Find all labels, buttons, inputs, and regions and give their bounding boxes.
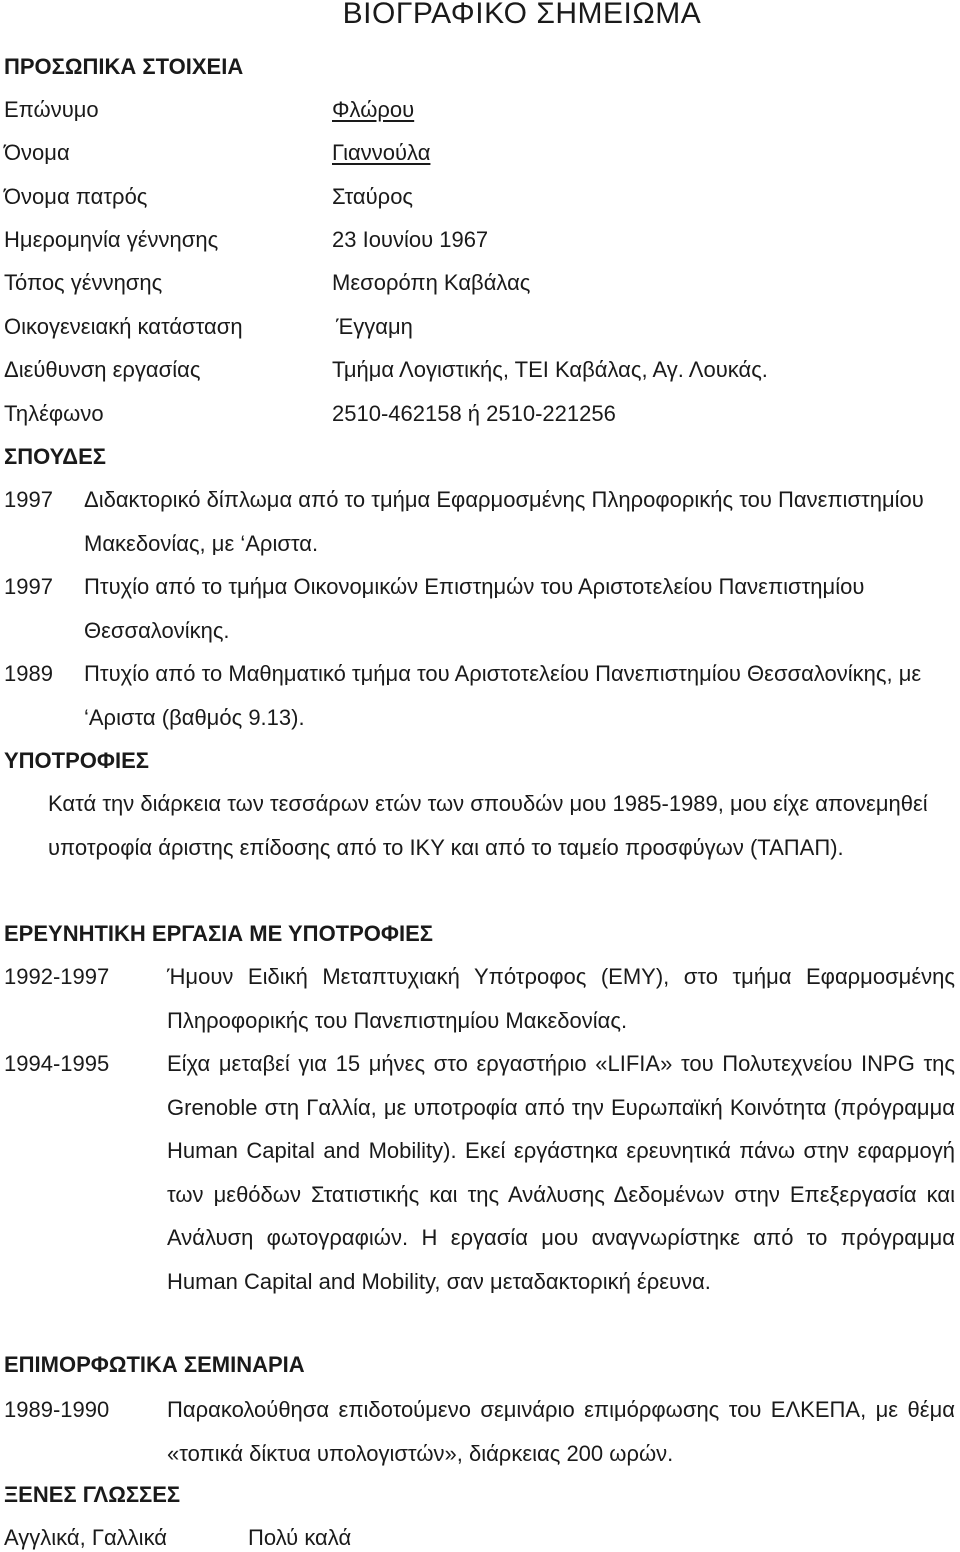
field-first-name bbox=[4, 139, 431, 167]
field-value: Γιαννούλα bbox=[332, 140, 431, 165]
research-years: 1992-1997 bbox=[4, 964, 110, 989]
studies-heading: ΣΠΟΥΔΕΣ bbox=[4, 444, 106, 469]
scholarships-text: Κατά την διάρκεια των τεσσάρων ετών των σπουδών μου 1985-1989, μου είχε απονεμηθεί υποτροφία άριστης επίδοσης από το ΙΚΥ και από το ταμείο προσφύγων (ΤΑΠΑΠ). bbox=[48, 791, 928, 860]
languages-row bbox=[4, 1524, 352, 1552]
seminar-years: 1989-1990 bbox=[4, 1397, 110, 1422]
field-marital-status bbox=[4, 313, 413, 341]
languages-heading: ΞΕΝΕΣ ΓΛΩΣΣΕΣ bbox=[4, 1482, 181, 1507]
languages-list: Αγγλικά, Γαλλικά bbox=[4, 1525, 168, 1550]
study-year: 1997 bbox=[4, 574, 53, 599]
field-value: Σταύρος bbox=[332, 184, 414, 209]
field-label: Τηλέφωνο bbox=[4, 401, 104, 426]
research-years: 1994-1995 bbox=[4, 1051, 110, 1076]
research-heading: ΕΡΕΥΝΗΤΙΚΗ ΕΡΓΑΣΙΑ ΜΕ ΥΠΟΤΡΟΦΙΕΣ bbox=[4, 921, 433, 946]
seminars-heading: ΕΠΙΜΟΡΦΩΤΙΚΑ ΣΕΜΙΝΑΡΙΑ bbox=[4, 1352, 305, 1377]
field-label: Οικογενειακή κατάσταση bbox=[4, 314, 243, 339]
seminar-description: Παρακολούθησα επιδοτούμενο σεμινάριο επιμόρφωσης του ΕΛΚΕΠΑ, με θέμα «τοπικά δίκτυα υπολογιστών», διάρκειας 200 ωρών. bbox=[167, 1397, 955, 1466]
field-surname bbox=[4, 96, 415, 124]
field-birth-date bbox=[4, 226, 489, 254]
scholarships-heading: ΥΠΟΤΡΟΦΙΕΣ bbox=[4, 748, 149, 773]
document-title: ΒΙΟΓΡΑΦΙΚΟ ΣΗΜΕΙΩΜΑ bbox=[342, 0, 702, 30]
field-work-address bbox=[4, 356, 768, 384]
study-year: 1989 bbox=[4, 661, 53, 686]
field-value: Έγγαμη bbox=[336, 314, 413, 339]
languages-level: Πολύ καλά bbox=[248, 1525, 352, 1550]
field-phone bbox=[4, 400, 616, 428]
field-label: Διεύθυνση εργασίας bbox=[4, 357, 201, 382]
field-value: 2510-462158 ή 2510-221256 bbox=[332, 401, 616, 426]
field-label: Ημερομηνία γέννησης bbox=[4, 227, 219, 252]
field-label: Όνομα bbox=[4, 140, 70, 165]
field-birth-place bbox=[4, 269, 531, 297]
study-year: 1997 bbox=[4, 487, 53, 512]
research-description: Είχα μεταβεί για 15 μήνες στο εργαστήριο «LIFIA» του Πολυτεχνείου INPG της Grenoble στη Γαλλία, με υποτροφία από την Ευρωπαϊκή Κοινότητα (πρόγραμμα Human Capital and Mobility). Εκεί εργάστηκα ερευνητικά πάνω στην εφαρμογή των μεθόδων Στατιστικής και της Ανάλυσης Δεδομένων στην Επεξεργασία και Ανάλυση φωτογραφιών. Η εργασία μου αναγνωρίστηκε από το πρόγραμμα Human Capital and Mobility, σαν μεταδακτορική έρευνα. bbox=[167, 1051, 955, 1294]
field-value: Τμήμα Λογιστικής, ΤΕΙ Καβάλας, Αγ. Λουκάς. bbox=[332, 357, 768, 382]
field-label: Τόπος γέννησης bbox=[4, 270, 163, 295]
study-description: Πτυχίο από το τμήμα Οικονομικών Επιστημών του Αριστοτελείου Πανεπιστημίου Θεσσαλονίκης. bbox=[84, 574, 865, 643]
field-label: Επώνυμο bbox=[4, 97, 99, 122]
study-description: Διδακτορικό δίπλωμα από το τμήμα Εφαρμοσμένης Πληροφορικής του Πανεπιστημίου Μακεδονίας, με ‘Αριστα. bbox=[84, 487, 924, 556]
field-label: Όνομα πατρός bbox=[4, 184, 148, 209]
field-value: Μεσορόπη Καβάλας bbox=[332, 270, 531, 295]
field-value: Φλώρου bbox=[332, 97, 415, 122]
study-description: Πτυχίο από το Μαθηματικό τμήμα του Αριστοτελείου Πανεπιστημίου Θεσσαλονίκης, με ‘Αριστα (βαθμός 9.13). bbox=[84, 661, 922, 730]
personal-heading: ΠΡΟΣΩΠΙΚΑ ΣΤΟΙΧΕΙΑ bbox=[4, 54, 244, 79]
field-value: 23 Ιουνίου 1967 bbox=[332, 227, 489, 252]
field-father-name bbox=[4, 183, 414, 211]
research-description: Ήμουν Ειδική Μεταπτυχιακή Υπότροφος (ΕΜΥ), στο τμήμα Εφαρμοσμένης Πληροφορικής του Πανεπιστημίου Μακεδονίας. bbox=[167, 964, 955, 1033]
